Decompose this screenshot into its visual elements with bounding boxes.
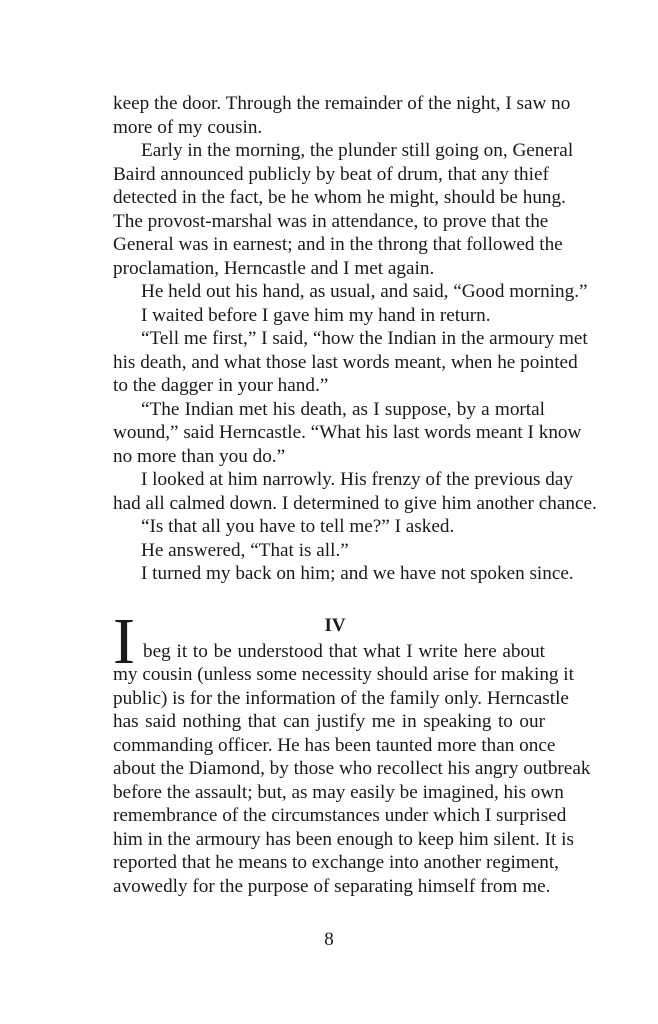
text-line: him in the armoury has been enough to keep him silent. It is bbox=[113, 828, 574, 850]
text-line: He answered, “That is all.” bbox=[141, 539, 349, 561]
text-line: keep the door. Through the remainder of the night, I saw no bbox=[113, 93, 571, 114]
text-line: I looked at him narrowly. His frenzy of the previous day bbox=[141, 469, 573, 490]
text-line: commanding officer. He has been taunted more than once bbox=[113, 734, 556, 756]
text-line: my cousin (unless some necessity should arise for making it bbox=[113, 664, 574, 685]
text-line: remembrance of the circumstances under which I surprised bbox=[113, 805, 567, 826]
text-line: no more than you do.” bbox=[113, 445, 286, 467]
text-line: beg it to be understood that what I write here about bbox=[143, 640, 545, 662]
text-line: public) is for the information of the family only. Herncastle bbox=[113, 687, 569, 709]
chapter-text bbox=[113, 640, 591, 899]
text-line: avowedly for the purpose of separating himself from me. bbox=[113, 875, 551, 897]
text-line: his death, and what those last words meant, when he pointed bbox=[113, 351, 578, 373]
text-line: I waited before I gave him my hand in return. bbox=[141, 304, 491, 326]
text-line: to the dagger in your hand.” bbox=[113, 375, 329, 396]
text-line: Early in the morning, the plunder still going on, General bbox=[141, 140, 574, 161]
chapter-section bbox=[113, 604, 591, 899]
text-line: “Is that all you have to tell me?” I asked. bbox=[141, 516, 455, 537]
text-line: has said nothing that can justify me in speaking to our bbox=[113, 711, 545, 732]
text-line: “Tell me first,” I said, “how the Indian in the armoury met bbox=[141, 328, 588, 349]
text-line: Baird announced publicly by beat of drum, that any thief bbox=[113, 163, 549, 185]
book-page bbox=[113, 92, 597, 898]
text-line: wound,” said Herncastle. “What his last words meant I know bbox=[113, 422, 582, 443]
body-text bbox=[113, 92, 597, 586]
text-line: about the Diamond, by those who recollect his angry outbreak bbox=[113, 758, 591, 779]
text-line: General was in earnest; and in the throng that followed the bbox=[113, 234, 563, 255]
text-line: “The Indian met his death, as I suppose, by a mortal bbox=[141, 398, 545, 420]
text-line: had all calmed down. I determined to give him another chance. bbox=[113, 492, 597, 514]
text-line: before the assault; but, as may easily be imagined, his own bbox=[113, 781, 564, 803]
text-line: I turned my back on him; and we have not spoken since. bbox=[141, 563, 574, 584]
text-line: reported that he means to exchange into another regiment, bbox=[113, 852, 559, 873]
text-line: He held out his hand, as usual, and said, “Good morning.” bbox=[141, 281, 588, 302]
page-number: 8 bbox=[324, 929, 334, 950]
text-line: proclamation, Herncastle and I met again. bbox=[113, 257, 435, 279]
text-line: The provost-marshal was in attendance, to prove that the bbox=[113, 210, 549, 232]
text-line: more of my cousin. bbox=[113, 116, 263, 138]
drop-cap: I bbox=[113, 604, 135, 678]
text-line: detected in the fact, be he whom he might, should be hung. bbox=[113, 187, 566, 208]
chapter-heading: IV bbox=[324, 614, 346, 636]
